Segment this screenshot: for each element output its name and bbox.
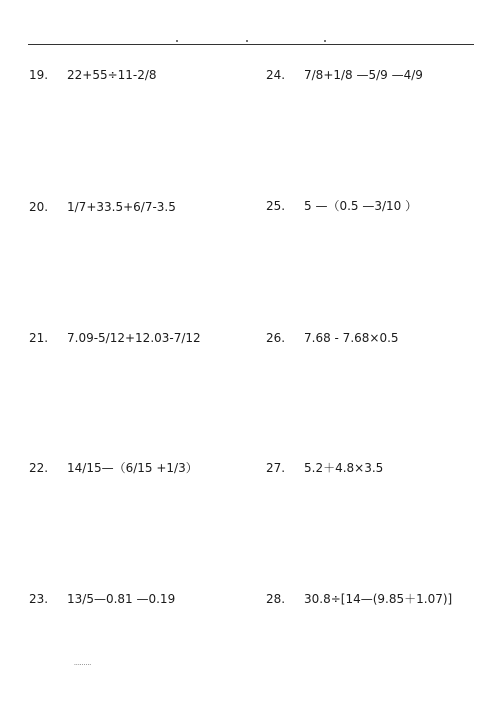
problem-27	[266, 461, 384, 475]
problem-expression: 7.68 - 7.68×0.5	[304, 331, 399, 345]
problem-20	[29, 200, 176, 214]
problem-expression: 5.2＋4.8×3.5	[304, 461, 384, 475]
problem-number: 26.	[266, 331, 286, 345]
problem-19	[29, 68, 157, 82]
problem-expression: 7.09-5/12+12.03-7/12	[67, 331, 201, 345]
problem-25	[266, 199, 418, 213]
problem-number: 19.	[29, 68, 49, 82]
footer-dots: .........	[74, 660, 92, 667]
problem-expression: 22+55÷11-2/8	[67, 68, 157, 82]
problem-expression: 14/15—（6/15 +1/3）	[67, 461, 198, 475]
problem-expression: 1/7+33.5+6/7-3.5	[67, 200, 176, 214]
problem-number: 21.	[29, 331, 49, 345]
problem-28	[266, 592, 453, 606]
problem-number: 24.	[266, 68, 286, 82]
problem-expression: 5 —（0.5 —3/10 ）	[304, 199, 418, 213]
problem-number: 23.	[29, 592, 49, 606]
problem-expression: 13/5—0.81 —0.19	[67, 592, 176, 606]
problem-number: 25.	[266, 199, 286, 213]
problem-22	[29, 461, 198, 475]
problem-number: 27.	[266, 461, 286, 475]
problem-23	[29, 592, 176, 606]
problem-26	[266, 331, 399, 345]
problem-expression: 30.8÷[14—(9.85＋1.07)]	[304, 592, 453, 606]
header-dot	[246, 40, 248, 42]
header-rule	[28, 44, 474, 45]
problem-number: 20.	[29, 200, 49, 214]
header-dot	[176, 40, 178, 42]
problem-24	[266, 68, 423, 82]
problem-number: 22.	[29, 461, 49, 475]
header-dot	[324, 40, 326, 42]
problem-expression: 7/8+1/8 —5/9 —4/9	[304, 68, 423, 82]
problem-number: 28.	[266, 592, 286, 606]
problem-21	[29, 331, 201, 345]
